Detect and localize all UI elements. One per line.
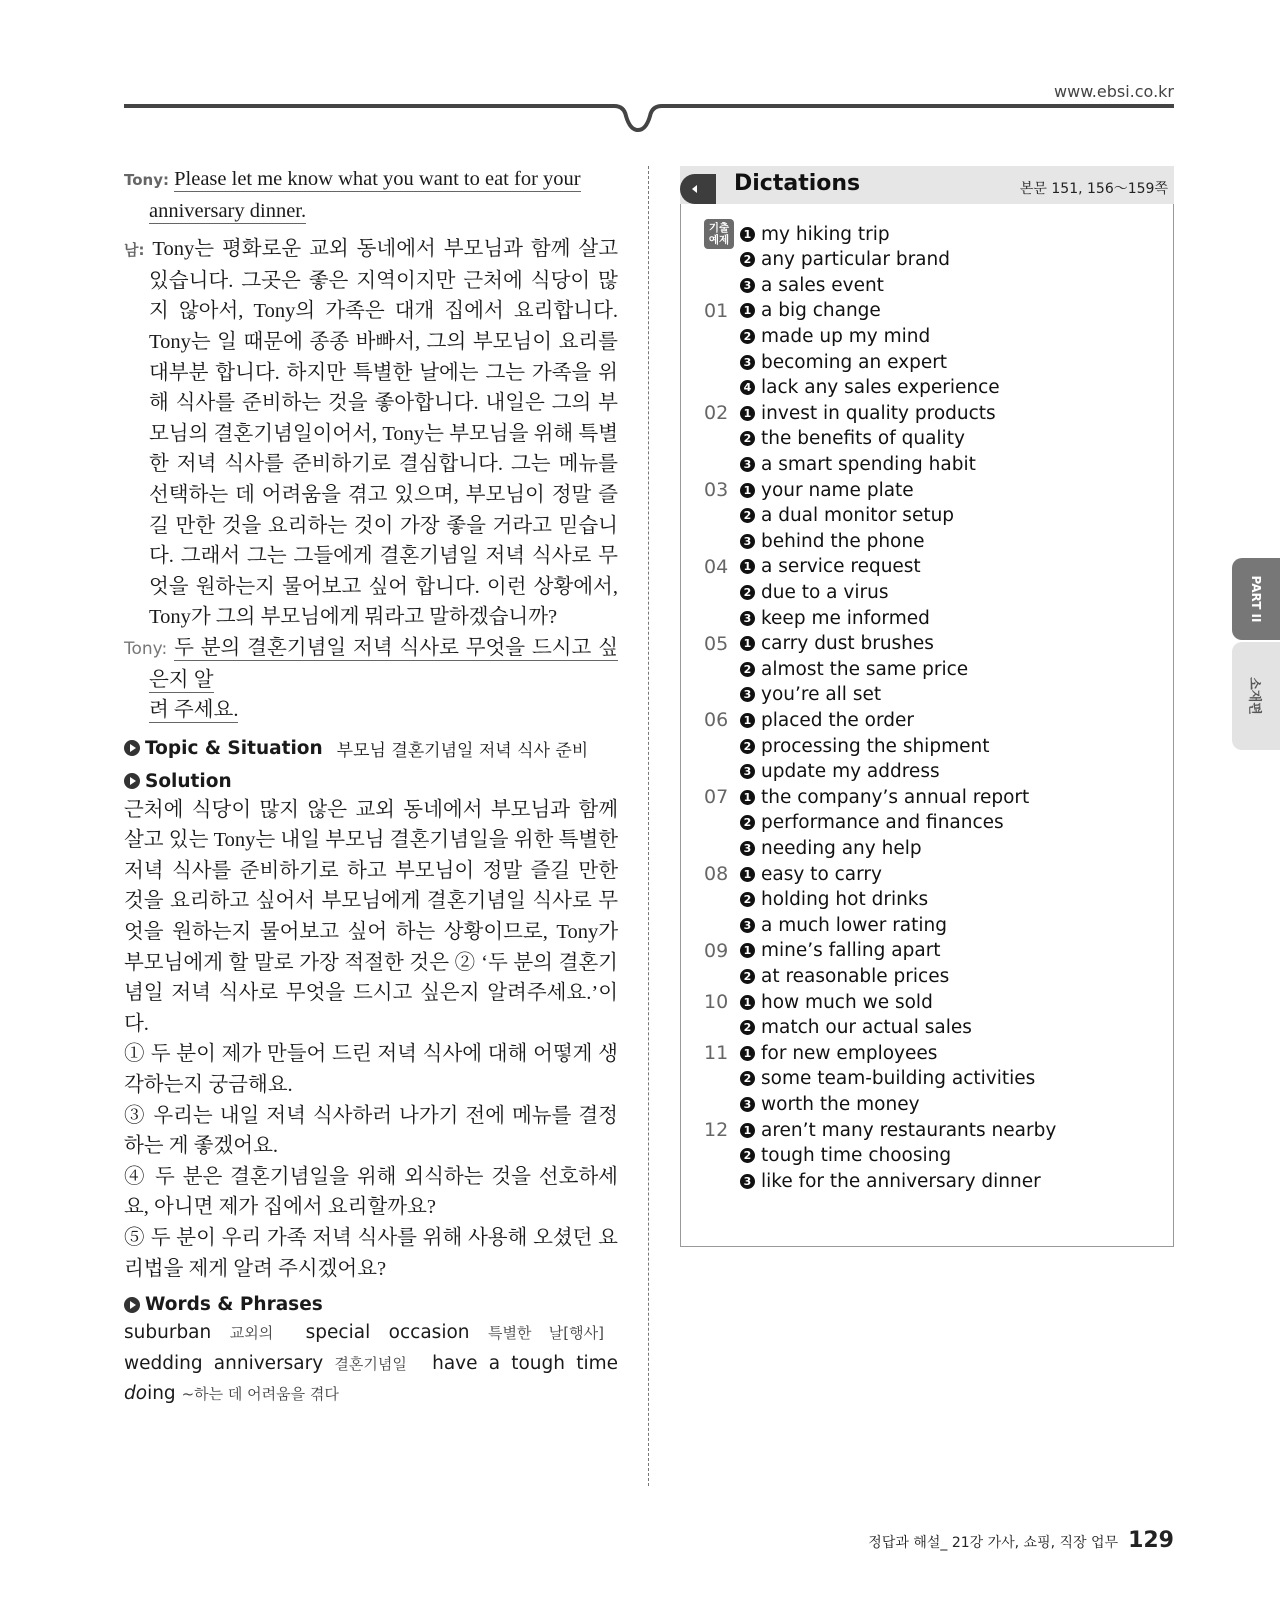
dictation-item [704,579,888,605]
word-entry: have a tough time doing ~하는 데 어려움을 겪다 [124,1352,618,1405]
dictations-title: Dictations [734,171,861,196]
dictation-item [704,989,933,1015]
circled-number-icon: 4 [740,380,755,395]
option-1: ① 두 분이 제가 만들어 드린 저녁 식사에 대해 어떻게 생각하는지 궁금해요. [124,1043,618,1097]
question-number: 10 [704,991,729,1013]
dictation-item [704,605,930,631]
question-number: 11 [704,1042,729,1065]
circled-number-icon: 2 [740,1020,755,1035]
question-number: 06 [704,709,729,732]
dictation-text: you’re all set [761,684,882,706]
question-number: 02 [704,402,729,425]
circled-number-icon: 2 [740,1071,755,1086]
dictation-item [704,631,934,657]
circled-number-icon: 1 [740,636,755,651]
dictation-item [704,477,914,503]
dictation-item [704,221,890,247]
dictation-text: tough time choosing [761,1145,952,1167]
dictation-text: how much we sold [761,991,933,1013]
dictation-item [704,682,881,708]
tony-line-2 [124,633,618,726]
option-4: ④ 두 분은 결혼기념일을 위해 외식하는 것을 선호하세요, 아니면 제가 집에서 요리할까요? [124,1165,618,1219]
circled-number-icon: 2 [740,585,755,600]
dictation-item [704,963,949,989]
dictation-item [704,759,940,785]
tony-line-2b: 려 주세요. [149,699,239,722]
page-number: 129 [1128,1528,1174,1553]
question-number: 08 [704,863,729,885]
dictation-text: any particular brand [761,249,950,271]
circled-number-icon: 2 [740,739,755,754]
word-entry: suburban 교외의 [124,1322,274,1344]
dictation-item [704,887,928,913]
circled-number-icon: 1 [740,995,755,1010]
dictation-text: needing any help [761,837,922,859]
circled-number-icon: 3 [740,278,755,293]
dictation-item [704,784,1029,810]
option-3: ③ 우리는 내일 저녁 식사하러 나가기 전에 메뉴를 결정하는 게 좋겠어요. [124,1104,618,1158]
circled-number-icon: 3 [740,457,755,472]
circled-number-icon: 3 [740,355,755,370]
circled-number-icon: 3 [740,534,755,549]
circled-number-icon: 3 [740,918,755,933]
dictation-item [704,528,924,554]
dictation-text: the company’s annual report [761,786,1030,808]
circled-number-icon: 3 [740,841,755,856]
solution-heading [124,771,618,792]
dictation-item [704,426,965,452]
speaker-label: Tony: [124,638,168,659]
narration [124,234,618,633]
dictation-text: almost the same price [761,658,969,680]
dictation-text: a much lower rating [761,914,948,936]
tony-line-1b: anniversary dinner. [149,199,307,222]
circled-number-icon: 1 [740,406,755,421]
circled-number-icon: 1 [740,303,755,318]
dictation-text: performance and finances [761,812,1004,834]
dictation-text: due to a virus [761,581,889,603]
dictation-text: holding hot drinks [761,889,929,911]
tony-line-2a: 두 분의 결혼기념일 저녁 식사로 무엇을 드시고 싶은지 알 [149,636,619,691]
circled-number-icon: 1 [740,713,755,728]
dictation-text: mine’s falling apart [761,940,941,962]
words-list [124,1318,618,1410]
dictation-text: a big change [761,300,881,322]
circled-number-icon: 2 [740,969,755,984]
dictation-item [704,810,1004,836]
dictation-text: a service request [761,556,921,578]
tony-line-1 [124,164,618,226]
circled-number-icon: 1 [740,559,755,574]
dictation-item [704,1066,1035,1092]
circled-number-icon: 1 [740,483,755,498]
section-tab[interactable]: 소재편 [1232,642,1280,750]
dictation-text: your name plate [761,479,914,501]
question-number: 03 [704,479,729,501]
dictation-text: at reasonable prices [761,965,950,987]
dictation-text: the benefits of quality [761,428,965,450]
dictation-text: a dual monitor setup [761,505,955,527]
header-rule [124,100,1174,142]
circled-number-icon: 2 [740,508,755,523]
footer-text: 정답과 해설_ 21강 가사, 쇼핑, 직장 업무 [868,1535,1119,1551]
arrow-left-icon [680,174,716,204]
dictation-item [704,554,921,580]
dictation-text: some team-building activities [761,1068,1036,1090]
question-number: 05 [704,632,729,655]
dictation-item [704,1015,972,1041]
dictation-text: a smart spending habit [761,453,976,475]
circled-number-icon: 3 [740,1174,755,1189]
question-number: 04 [704,555,729,578]
topic-text: 부모님 결혼기념일 저녁 식사 준비 [336,740,589,761]
dictation-item [704,1091,920,1117]
dictation-item [704,707,914,733]
dictation-item [704,656,968,682]
circled-number-icon: 1 [740,943,755,958]
dictation-text: becoming an expert [761,351,948,373]
dictations-reference: 본문 151, 156～159쪽 [1019,181,1168,197]
play-bullet-icon [124,740,140,756]
circled-number-icon: 3 [740,687,755,702]
circled-number-icon: 1 [740,227,755,242]
column-divider [648,166,649,1486]
speaker-label: Tony: [124,171,169,189]
dictation-item [704,400,996,426]
topic-heading [124,736,618,761]
dictation-item [704,938,941,964]
words-heading [124,1294,618,1315]
dictation-text: for new employees [761,1042,938,1064]
circled-number-icon: 2 [740,252,755,267]
circled-number-icon: 3 [740,764,755,779]
dictation-text: my hiking trip [761,223,890,245]
dictation-text: like for the anniversary dinner [761,1170,1041,1192]
dictation-text: carry dust brushes [761,633,934,655]
topic-label: Topic & Situation [145,737,323,759]
dictation-item [704,912,947,938]
left-column [124,164,618,1410]
circled-number-icon: 1 [740,867,755,882]
circled-number-icon: 1 [740,1123,755,1138]
dictation-text: lack any sales experience [761,377,1000,399]
dictation-text: placed the order [761,709,914,731]
dictation-item [704,861,882,887]
question-number: 07 [704,786,729,809]
question-number: 01 [704,299,729,322]
dictation-item [704,375,1000,401]
play-bullet-icon [124,773,140,789]
dictation-item [704,247,950,273]
circled-number-icon: 2 [740,1148,755,1163]
dictation-item [704,1117,1056,1143]
circled-number-icon: 2 [740,662,755,677]
dictation-item [704,451,976,477]
dictation-text: invest in quality products [761,402,996,424]
dictation-item [704,1143,951,1169]
circled-number-icon: 1 [740,790,755,805]
words-label: Words & Phrases [145,1294,323,1316]
circled-number-icon: 2 [740,329,755,344]
dictation-text: match our actual sales [761,1017,972,1039]
dictation-text: behind the phone [761,530,925,552]
dictation-text: aren’t many restaurants nearby [761,1119,1057,1141]
narration-text: Tony는 평화로운 교외 동네에서 부모님과 함께 살고 있습니다. 그곳은 좋은 지역이지만 근처에 식당이 많지 않아서, Tony의 가족은 대개 집에서 요리합니다. Tony는 일 때문에 종종 바빠서, 그의 부모님이 요리를 대부분 합니다. 하지만 특별한 날에는 그는 가족을 위해 식사를 준비하는 것을 좋아합니다. 내일은 그의 부모님의 결혼기념일이어서, Tony는 부모님을 위해 특별한 저녁 식사를 준비하기로 결심합니다. 그는 메뉴를 선택하는 데 어려움을 겪고 있으며, 부모님이 정말 즐길 만한 것을 요리하는 것이 가장 좋을 거라고 믿습니다. 그래서 그는 그들에게 결혼기념일 저녁 식사로 무엇을 원하는지 물어보고 싶어 합니다. 이런 상황에서, Tony가 그의 부모님에게 뭐라고 말하겠습니까? [149,238,618,629]
question-number: 12 [704,1119,729,1141]
dictation-item [704,298,881,324]
dictation-item [704,1168,1041,1194]
word-entry: special occasion 특별한 날[행사] [305,1322,604,1344]
dictation-item [704,835,922,861]
dictation-item [704,733,989,759]
dictation-item [704,272,884,298]
page-footer [868,1528,1174,1553]
solution-label: Solution [145,770,232,792]
dictation-text: worth the money [761,1093,920,1115]
circled-number-icon: 3 [740,1097,755,1112]
dictation-text: update my address [761,761,940,783]
dictation-item [704,323,930,349]
tony-line-1a: Please let me know what you want to eat for your [174,168,581,190]
site-url[interactable]: www.ebsi.co.kr [1054,82,1174,101]
question-number: 09 [704,939,729,962]
part-tab[interactable]: PART II [1232,558,1280,640]
circled-number-icon: 2 [740,815,755,830]
word-entry: wedding anniversary 결혼기념일 [124,1352,407,1374]
dictation-text: processing the shipment [761,735,990,757]
circled-number-icon: 1 [740,1046,755,1061]
circled-number-icon: 2 [740,431,755,446]
circled-number-icon: 2 [740,892,755,907]
dictation-text: easy to carry [761,863,882,885]
dictation-text: made up my mind [761,325,931,347]
dictation-item [704,503,954,529]
example-badge: 기출 예제 [704,219,734,249]
dictation-text: a sales event [761,274,884,296]
circled-number-icon: 3 [740,611,755,626]
solution-text: 근처에 식당이 많지 않은 교외 동네에서 부모님과 함께 살고 있는 Tony는 내일 부모님 결혼기념일을 위한 특별한 저녁 식사를 준비하기로 하고 부모님이 정말 즐길 만한 것을 요리하고 싶어서 부모님에게 결혼기념일 식사로 무엇을 원하는지 물어보고 싶어 하는 상황이므로, Tony가 부모님에게 할 말로 가장 적절한 것은 ② ‘두 분의 결혼기념일 저녁 식사로 무엇을 드시고 싶은지 알려주세요.’이다. [124,798,618,1035]
dictation-item [704,1040,937,1066]
speaker-label: 남: [124,241,145,260]
option-5: ⑤ 두 분이 우리 가족 저녁 식사를 위해 사용해 오셨던 요리법을 제게 알려 주시겠어요? [124,1227,618,1280]
play-bullet-icon [124,1297,140,1313]
dictation-item [704,349,947,375]
dictation-text: keep me informed [761,607,930,629]
